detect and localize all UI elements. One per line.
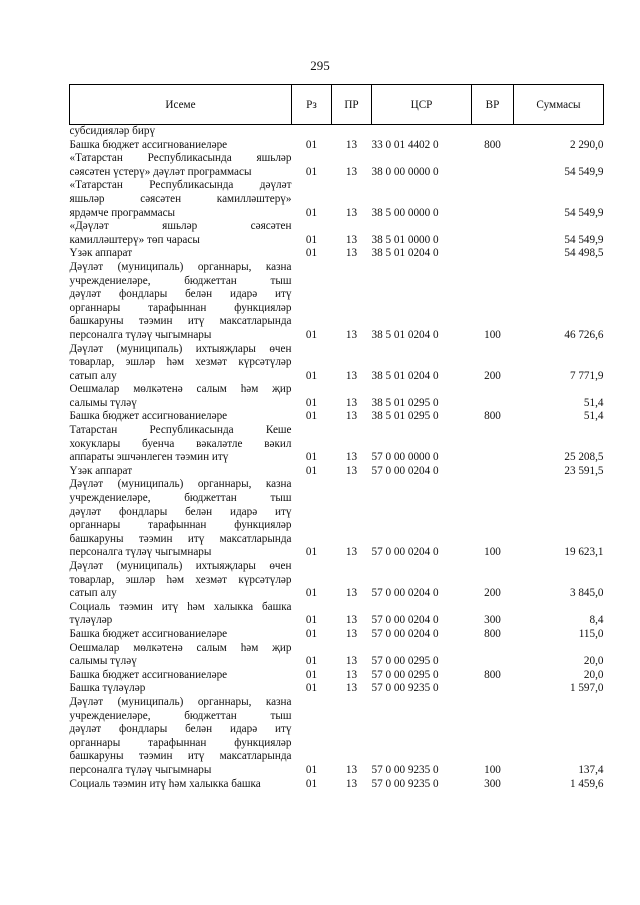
name-line: дәүләт фондлары белән идарә итү	[69, 505, 292, 518]
column-header-pr: ПР	[332, 85, 372, 125]
name-line: Башка бюджет ассигнованиеләре	[69, 627, 228, 640]
cell-pr: 13	[345, 328, 358, 341]
cell-csr: 57 0 00 0295 0	[371, 655, 439, 668]
cell-rz: 01	[305, 206, 318, 219]
cell-csr: 38 5 01 0295 0	[371, 410, 439, 423]
table-row	[70, 669, 604, 683]
cell-rz: 01	[305, 451, 318, 464]
name-line: «Татарстан Республикасында дәүләт	[69, 179, 292, 192]
cell-vr: 800	[484, 410, 501, 423]
cell-rz: 01	[305, 396, 318, 409]
cell-rz: 01	[305, 464, 318, 477]
name-line: Социаль тәэмин итү һәм халыкка башка	[69, 600, 292, 613]
cell-name	[70, 465, 292, 479]
cell-csr: 38 5 01 0000 0	[371, 233, 439, 246]
cell-rz: 01	[305, 369, 318, 382]
name-line: «Дәүләт яшьләр сәясәтен	[69, 220, 292, 233]
table-row	[70, 125, 604, 139]
cell-csr: 38 5 00 0000 0	[371, 206, 439, 219]
name-line: учреждениеләре, бюджеттан тыш	[69, 492, 292, 505]
cell-pr: 13	[345, 627, 358, 640]
cell-name	[70, 424, 292, 465]
cell-pr: 13	[345, 165, 358, 178]
name-line: хокуклары буенча вәкаләтле вәкил	[69, 437, 292, 450]
cell-vr: 300	[484, 777, 501, 790]
name-line: учреждениеләре, бюджеттан тыш	[69, 274, 292, 287]
cell-pr	[332, 125, 372, 139]
name-line: персоналга түләү чыгымнары	[69, 763, 212, 776]
name-line: Татарстан Республикасында Кеше	[69, 424, 292, 437]
cell-rz: 01	[305, 777, 318, 790]
name-line: Дәүләт (муниципаль) органнары, казна	[69, 260, 292, 273]
column-header-sum: Суммасы	[514, 85, 604, 125]
cell-pr: 13	[345, 464, 358, 477]
table-row	[70, 778, 604, 792]
cell-pr: 13	[345, 396, 358, 409]
name-line: Башка түләүләр	[69, 682, 146, 695]
cell-sum: 20,0	[583, 655, 604, 668]
column-header-rz: Рз	[292, 85, 332, 125]
cell-rz: 01	[305, 233, 318, 246]
cell-sum: 1 459,6	[569, 777, 604, 790]
cell-name	[70, 669, 292, 683]
cell-pr: 13	[345, 233, 358, 246]
cell-sum: 25 208,5	[564, 451, 604, 464]
name-line: органнары тарафыннан функцияләр	[69, 519, 292, 532]
cell-rz: 01	[305, 627, 318, 640]
name-line: товарлар, эшләр һәм хезмәт күрсәтүләр	[69, 573, 292, 586]
cell-name	[70, 125, 292, 139]
cell-name	[70, 383, 292, 410]
cell-rz	[292, 125, 332, 139]
cell-sum: 54 549,9	[564, 165, 604, 178]
cell-sum: 7 771,9	[569, 369, 604, 382]
table-row	[70, 560, 604, 601]
cell-vr: 800	[484, 138, 501, 151]
table-row	[70, 642, 604, 669]
cell-rz: 01	[305, 165, 318, 178]
name-line: Башка бюджет ассигнованиеләре	[69, 138, 228, 151]
table-header-row	[70, 85, 604, 125]
name-line: Башка бюджет ассигнованиеләре	[69, 410, 228, 423]
name-line: Үзәк аппарат	[69, 247, 133, 260]
cell-vr	[472, 642, 514, 669]
cell-name	[70, 696, 292, 778]
cell-vr	[472, 682, 514, 696]
name-line: башкаруны тәэмин итү максатларында	[69, 532, 292, 545]
cell-rz: 01	[305, 546, 318, 559]
name-line: яшьләр сәясәтен камилләштерү»	[69, 192, 292, 205]
table-row	[70, 410, 604, 424]
cell-csr: 57 0 00 9235 0	[371, 777, 439, 790]
cell-vr: 100	[484, 328, 501, 341]
cell-csr: 57 0 00 9235 0	[371, 763, 439, 776]
cell-csr: 57 0 00 0204 0	[371, 546, 439, 559]
cell-pr: 13	[345, 206, 358, 219]
column-header-csr: ЦСР	[372, 85, 472, 125]
cell-pr: 13	[345, 777, 358, 790]
cell-csr: 38 5 01 0295 0	[371, 396, 439, 409]
cell-csr: 57 0 00 0000 0	[371, 451, 439, 464]
cell-sum: 3 845,0	[569, 587, 604, 600]
cell-name	[70, 601, 292, 628]
cell-csr: 38 5 01 0204 0	[371, 247, 439, 260]
name-line: Дәүләт (муниципаль) ихтыяҗлары өчен	[69, 560, 292, 572]
name-line: Социаль тәэмин итү һәм халыкка башка	[69, 777, 261, 790]
cell-sum: 2 290,0	[569, 138, 604, 151]
name-line: камилләштерү» төп чарасы	[69, 233, 200, 246]
name-line: товарлар, эшләр һәм хезмәт күрсәтүләр	[69, 356, 292, 369]
name-line: башкаруны тәэмин итү максатларында	[69, 315, 292, 328]
name-line: сәясәтен үстерү» дәүләт программасы	[69, 165, 252, 178]
cell-name	[70, 152, 292, 179]
cell-pr: 13	[345, 410, 358, 423]
cell-pr: 13	[345, 763, 358, 776]
cell-name	[70, 682, 292, 696]
name-line: Дәүләт (муниципаль) органнары, казна	[69, 695, 292, 708]
cell-sum: 19 623,1	[564, 546, 604, 559]
cell-sum	[514, 125, 604, 139]
table-row	[70, 696, 604, 778]
cell-sum: 20,0	[583, 668, 604, 681]
cell-name	[70, 560, 292, 601]
cell-sum: 46 726,6	[564, 328, 604, 341]
cell-sum: 1 597,0	[569, 682, 604, 695]
cell-sum: 54 498,5	[564, 247, 604, 260]
cell-vr: 200	[484, 369, 501, 382]
column-header-name: Исеме	[70, 85, 292, 125]
cell-rz: 01	[305, 410, 318, 423]
table-row	[70, 682, 604, 696]
cell-vr	[472, 247, 514, 261]
cell-name	[70, 139, 292, 153]
table-row	[70, 601, 604, 628]
table-row	[70, 247, 604, 261]
cell-sum: 51,4	[583, 396, 604, 409]
table-row	[70, 152, 604, 179]
cell-csr: 57 0 00 0204 0	[371, 587, 439, 600]
cell-pr: 13	[345, 451, 358, 464]
cell-pr: 13	[345, 247, 358, 260]
cell-csr: 38 5 01 0204 0	[371, 328, 439, 341]
name-line: салымы түләү	[69, 655, 137, 668]
cell-vr	[472, 179, 514, 220]
name-line: учреждениеләре, бюджеттан тыш	[69, 709, 292, 722]
cell-vr: 800	[484, 668, 501, 681]
cell-csr: 57 0 00 9235 0	[371, 682, 439, 695]
name-line: Үзәк аппарат	[69, 464, 133, 477]
cell-sum: 54 549,9	[564, 233, 604, 246]
cell-vr	[472, 152, 514, 179]
cell-vr: 100	[484, 546, 501, 559]
cell-csr: 57 0 00 0295 0	[371, 668, 439, 681]
name-line: Дәүләт (муниципаль) ихтыяҗлары өчен	[69, 342, 292, 355]
name-line: персоналга түләү чыгымнары	[69, 546, 212, 559]
cell-rz: 01	[305, 668, 318, 681]
table-row	[70, 383, 604, 410]
cell-sum: 8,4	[589, 614, 604, 627]
cell-name	[70, 343, 292, 384]
table-row	[70, 139, 604, 153]
cell-sum: 115,0	[578, 627, 604, 640]
cell-csr: 38 5 01 0204 0	[371, 369, 439, 382]
cell-rz: 01	[305, 614, 318, 627]
cell-vr	[472, 465, 514, 479]
cell-rz: 01	[305, 763, 318, 776]
cell-pr: 13	[345, 682, 358, 695]
name-line: органнары тарафыннан функцияләр	[69, 736, 292, 749]
table-row	[70, 465, 604, 479]
name-line: дәүләт фондлары белән идарә итү	[69, 723, 292, 736]
table-row	[70, 628, 604, 642]
table-row	[70, 179, 604, 220]
cell-name	[70, 179, 292, 220]
cell-vr	[472, 383, 514, 410]
table-row	[70, 478, 604, 560]
name-line: Оешмалар мөлкәтенә салым һәм җир	[69, 383, 292, 396]
name-line: органнары тарафыннан функцияләр	[69, 301, 292, 314]
cell-pr: 13	[345, 668, 358, 681]
cell-name	[70, 247, 292, 261]
cell-vr: 300	[484, 614, 501, 627]
name-line: сатып алу	[69, 369, 117, 382]
name-line: субсидияләр бирү	[69, 125, 156, 137]
name-line: дәүләт фондлары белән идарә итү	[69, 288, 292, 301]
cell-sum: 54 549,9	[564, 206, 604, 219]
cell-csr: 33 0 01 4402 0	[371, 138, 439, 151]
page-number: 295	[310, 58, 330, 73]
name-line: персоналга түләү чыгымнары	[69, 328, 212, 341]
name-line: Дәүләт (муниципаль) органнары, казна	[69, 478, 292, 491]
name-line: сатып алу	[69, 587, 117, 600]
cell-name	[70, 478, 292, 560]
table-row	[70, 424, 604, 465]
name-line: түләүләр	[69, 614, 113, 627]
cell-vr	[472, 220, 514, 247]
cell-pr: 13	[345, 369, 358, 382]
table-row	[70, 220, 604, 247]
budget-table	[69, 84, 604, 791]
cell-rz: 01	[305, 655, 318, 668]
cell-pr: 13	[345, 138, 358, 151]
name-line: Оешмалар мөлкәтенә салым һәм җир	[69, 641, 292, 654]
cell-sum: 51,4	[583, 410, 604, 423]
cell-name	[70, 778, 292, 792]
cell-csr: 38 0 00 0000 0	[371, 165, 439, 178]
name-line: «Татарстан Республикасында яшьләр	[69, 152, 292, 165]
cell-rz: 01	[305, 587, 318, 600]
cell-rz: 01	[305, 682, 318, 695]
cell-vr	[472, 125, 514, 139]
name-line: аппараты эшчәнлеген тәэмин итү	[69, 451, 229, 464]
name-line: салымы түләү	[69, 396, 137, 409]
cell-vr: 100	[484, 763, 501, 776]
cell-name	[70, 220, 292, 247]
cell-pr: 13	[345, 546, 358, 559]
cell-vr: 800	[484, 627, 501, 640]
cell-name	[70, 410, 292, 424]
cell-csr: 57 0 00 0204 0	[371, 614, 439, 627]
table-row	[70, 261, 604, 343]
cell-rz: 01	[305, 247, 318, 260]
name-line: ярдәмче программасы	[69, 206, 176, 219]
cell-csr: 57 0 00 0204 0	[371, 627, 439, 640]
cell-pr: 13	[345, 655, 358, 668]
cell-vr: 200	[484, 587, 501, 600]
cell-pr: 13	[345, 587, 358, 600]
cell-sum: 23 591,5	[564, 464, 604, 477]
name-line: башкаруны тәэмин итү максатларында	[69, 750, 292, 763]
cell-name	[70, 261, 292, 343]
cell-csr: 57 0 00 0204 0	[371, 464, 439, 477]
name-line: Башка бюджет ассигнованиеләре	[69, 668, 228, 681]
cell-pr: 13	[345, 614, 358, 627]
cell-rz: 01	[305, 328, 318, 341]
table-row	[70, 343, 604, 384]
cell-name	[70, 642, 292, 669]
cell-sum: 137,4	[578, 763, 604, 776]
cell-rz: 01	[305, 138, 318, 151]
cell-vr	[472, 424, 514, 465]
cell-name	[70, 628, 292, 642]
column-header-vr: ВР	[472, 85, 514, 125]
cell-csr	[372, 125, 472, 139]
